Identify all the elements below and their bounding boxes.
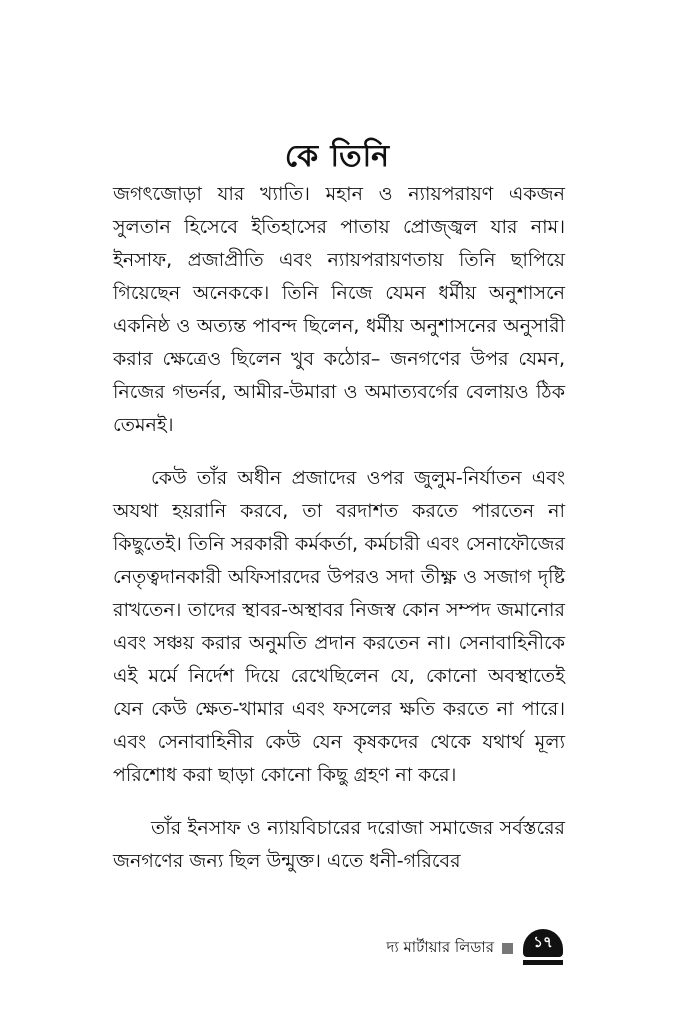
square-bullet-icon — [502, 943, 513, 954]
running-book-title: দ্য মার্টায়ার লিডার — [386, 937, 494, 956]
page-number: ১৭ — [523, 929, 563, 957]
page-number-badge — [521, 929, 565, 967]
paragraph-3: তাঁর ইনসাফ ও ন্যায়বিচারের দরোজা সমাজের সর্বস্তরের জনগণের জন্য ছিল উন্মুক্ত। এতে ধনী-গরিবের — [113, 817, 565, 872]
paragraph-1: জগৎজোড়া যার খ্যাতি। মহান ও ন্যায়পরায়ণ একজন সুলতান হিসেবে ইতিহাসের পাতায় প্রোজ্জ্বল যার নাম। ইনসাফ, প্রজাপ্রীতি এবং ন্যায়পরায়ণতায় তিনি ছাপিয়ে গিয়েছেন অনেককে। তিনি নিজে যেমন ধর্মীয় অনুশাসনে একনিষ্ঠ ও অত্যন্ত পাবন্দ ছিলেন, ধর্মীয় অনুশাসনের অনুসারী করার ক্ষেত্রেও ছিলেন খুব কঠোর– জনগণের উপর যেমন, নিজের গভর্নর, আমীর-উমারা ও অমাত্যবর্গের বেলায়ও ঠিক তেমনই। — [113, 183, 565, 436]
chapter-title: কে তিনি — [284, 139, 391, 175]
page-footer — [386, 928, 565, 968]
paragraph-2: কেউ তাঁর অধীন প্রজাদের ওপর জুলুম-নির্যাতন এবং অযথা হয়রানি করবে, তা বরদাশত করতে পারতেন না কিছুতেই। তিনি সরকারী কর্মকর্তা, কর্মচারী এবং সেনাফৌজের নেতৃত্বদানকারী অফিসারদের উপরও সদা তীক্ষ্ণ ও সজাগ দৃষ্টি রাখতেন। তাদের স্থাবর-অস্থাবর নিজস্ব কোন সম্পদ জমানোর এবং সঞ্চয় করার অনুমতি প্রদান করতেন না। সেনাবাহিনীকে এই মর্মে নির্দেশ দিয়ে রেখেছিলেন যে, কোনো অবস্থাতেই যেন কেউ ক্ষেত-খামার এবং ফসলের ক্ষতি করতে না পারে। এবং সেনাবাহিনীর কেউ যেন কৃষকদের থেকে যথার্থ মূল্য পরিশোধ করা ছাড়া কোনো কিছু গ্রহণ না করে। — [113, 467, 565, 786]
chapter-body — [113, 178, 565, 878]
page-number-underbar — [523, 960, 563, 965]
